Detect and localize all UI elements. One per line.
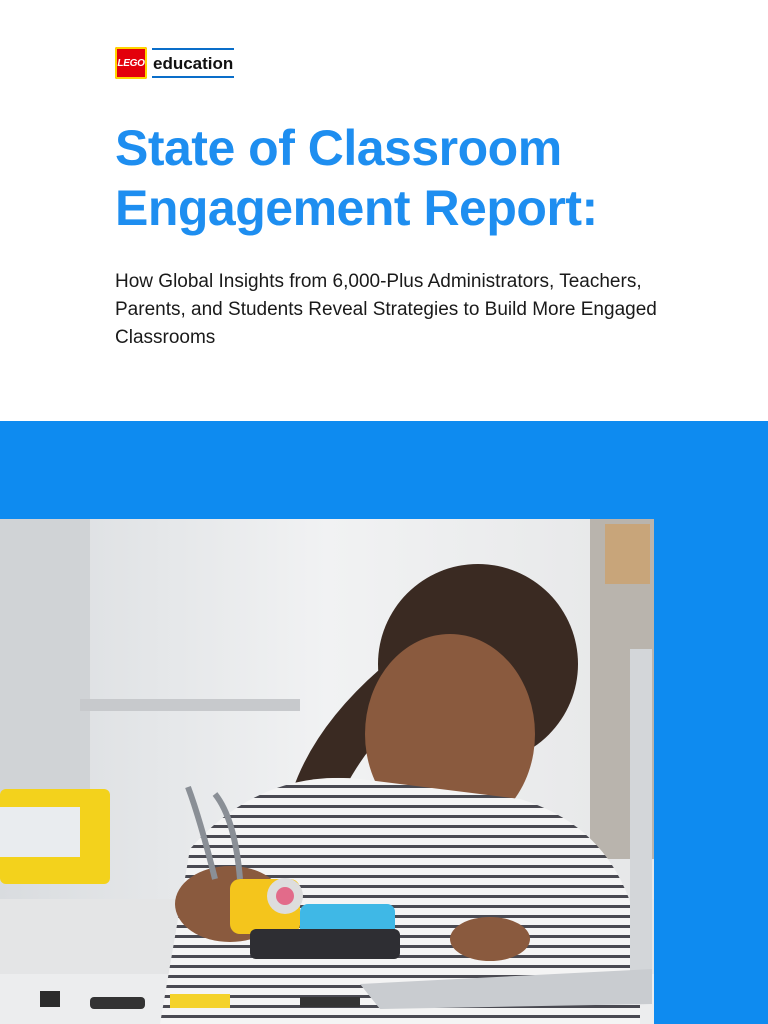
cover-photo (0, 519, 654, 1024)
report-title: State of Classroom Engagement Report: (115, 120, 598, 236)
lego-education-logo (115, 46, 234, 80)
lego-badge-text: LEGO (117, 57, 145, 69)
logo-wordmark: education (152, 48, 234, 78)
lego-badge-icon (115, 47, 147, 79)
report-subtitle: How Global Insights from 6,000-Plus Administrators, Teachers, Parents, and Students Reveal Strategies to Build More Engaged Classrooms (115, 271, 657, 348)
